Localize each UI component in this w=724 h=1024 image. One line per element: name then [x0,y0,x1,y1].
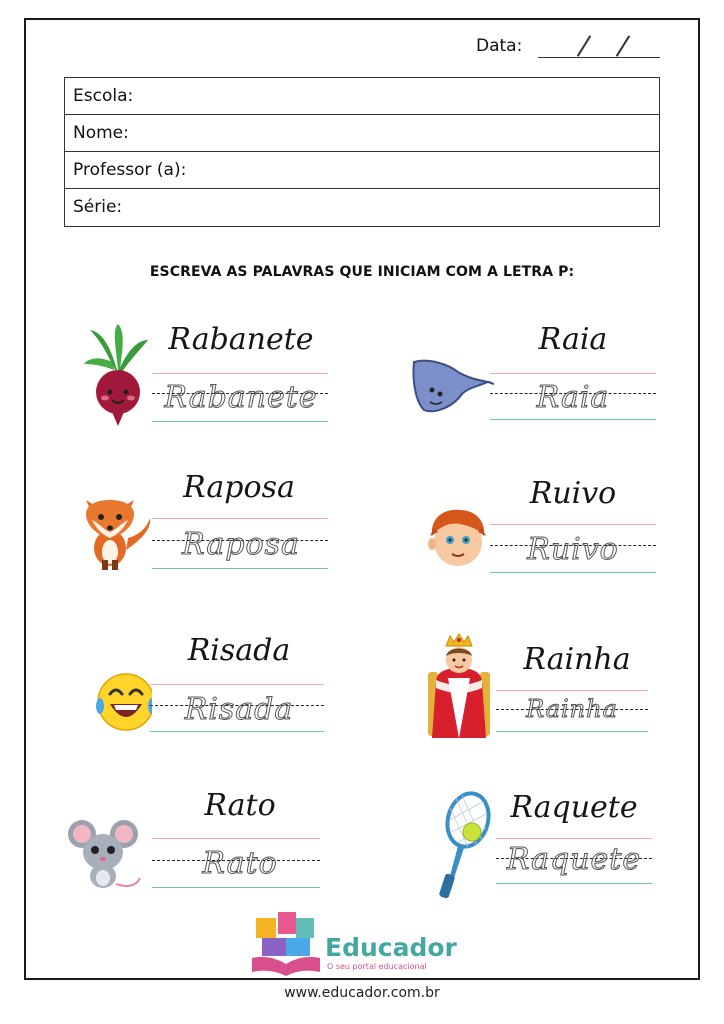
trace-word[interactable]: Rato [202,846,278,881]
field-grade[interactable]: Série: [73,197,123,217]
guide-line [490,373,656,374]
guide-line [150,731,324,732]
word-label: Raposa [183,470,295,505]
word-label: Risada [187,633,291,668]
redhead-boy-icon [424,506,488,568]
trace-word[interactable]: Ruivo [527,532,619,567]
field-name[interactable]: Nome: [65,115,659,152]
guide-line [490,572,656,573]
mouse-icon [66,814,144,890]
word-label: Rainha [523,642,631,677]
word-label: Ruivo [529,476,617,511]
beet-icon [82,322,152,428]
queen-icon [426,632,492,742]
trace-word[interactable]: Raquete [506,842,642,877]
fox-icon [76,490,156,570]
guide-line [152,887,320,888]
guide-line [152,518,328,519]
guide-line [496,883,652,884]
footer-url[interactable]: www.educador.com.br [284,985,440,1001]
date-line[interactable] [538,57,660,58]
instruction-title: ESCREVA AS PALAVRAS QUE INICIAM COM A LETRA P: [149,264,575,280]
racket-icon [432,790,492,902]
guide-line [496,731,648,732]
field-school[interactable]: Escola: [65,78,659,115]
guide-line [150,684,324,685]
guide-line [490,524,656,525]
logo-tagline: O seu portal educacional [327,962,427,971]
trace-word[interactable]: Rainha [526,695,618,723]
word-label: Raia [538,322,608,357]
guide-line [496,690,648,691]
trace-word[interactable]: Raia [536,380,610,415]
guide-line [152,373,328,374]
student-info-table [64,77,660,227]
field-teacher[interactable]: Professor (a): [65,152,659,189]
guide-line [152,421,328,422]
guide-line [152,568,328,569]
trace-word[interactable]: Raposa [182,527,300,562]
trace-word[interactable]: Risada [184,692,294,727]
word-label: Rabanete [168,322,314,357]
logo-name: Educador [325,933,457,962]
stingray-icon [408,352,494,418]
word-label: Raquete [510,790,638,825]
laughing-emoji-icon [96,668,152,734]
guide-line [490,419,656,420]
word-label: Rato [204,788,276,823]
guide-line [152,838,320,839]
guide-line [496,838,652,839]
trace-word[interactable]: Rabanete [164,380,318,415]
educador-logo-icon [252,908,320,976]
date-label: Data: [476,36,523,56]
